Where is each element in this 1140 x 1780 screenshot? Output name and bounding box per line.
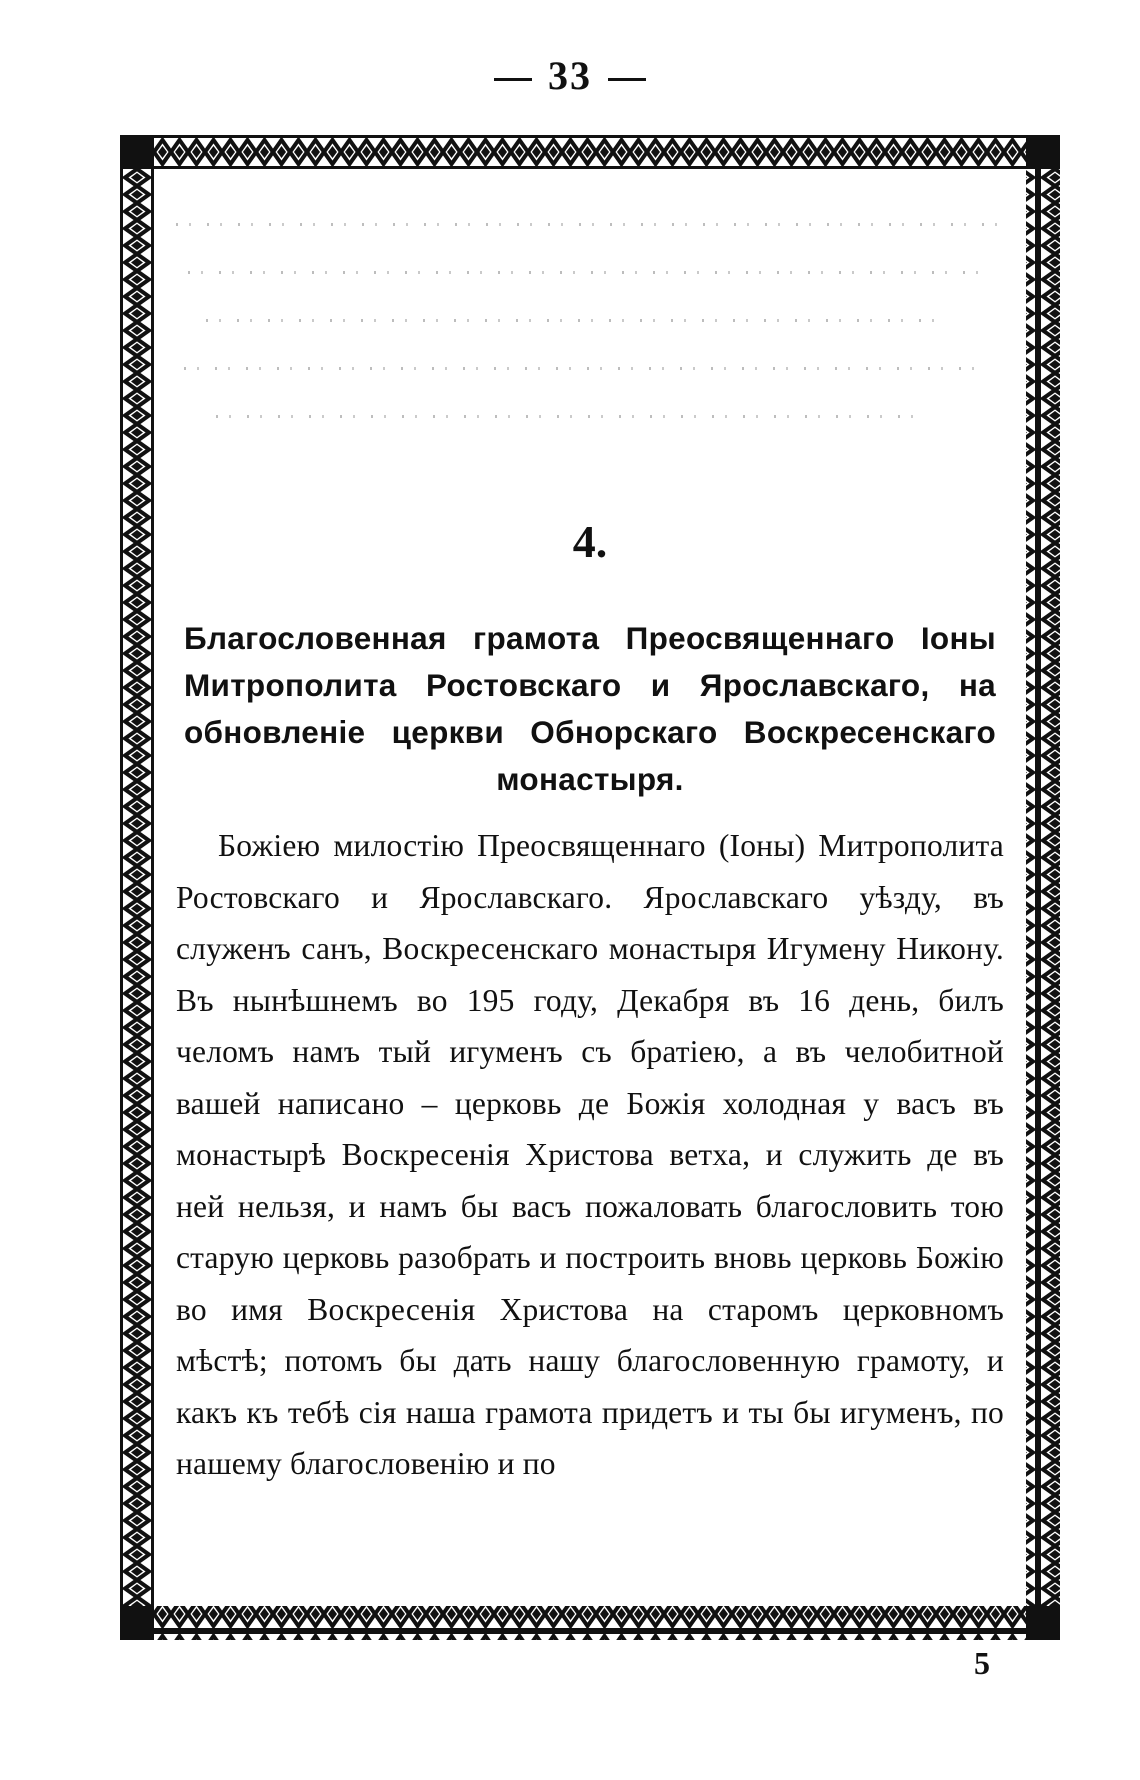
corner-bottom-right: [1026, 1606, 1060, 1640]
border-bottom: [120, 1606, 1060, 1640]
corner-top-right: [1026, 135, 1060, 169]
body-paragraph: Божіею милостію Преосвященнаго (Іоны) Митрополита Ростовскаго и Ярославскаго. Ярославскаго уѣзду, въ служенъ санъ, Воскресенскаго монастыря Игумену Никону. Въ нынѣшнемъ во 195 году, Декабря въ 16 день, билъ челомъ намъ тый игуменъ съ братіею, а въ челобитной вашей написано – церковь де Божія холодная у васъ въ монастырѣ Воскресенія Христова ветха, и служить де въ ней нельзя, и намъ бы васъ пожаловать благословить тою старую церковь разобрать и построить вновь церковь Божію во имя Воскресенія Христова на старомъ церковномъ мѣстѣ; потомъ бы дать нашу благословенную грамоту, и какъ къ тебѣ сія наша грамота придетъ и ты бы игуменъ, по нашему благословенію и по: [176, 828, 1004, 1481]
dash-right: [608, 78, 646, 81]
border-right: [1026, 135, 1060, 1640]
show-through-text: [176, 223, 1004, 453]
border-left: [120, 135, 154, 1640]
page-number: [0, 52, 1140, 99]
page-number-value: 33: [548, 53, 592, 98]
border-top: [120, 135, 1060, 169]
dash-left: [494, 78, 532, 81]
corner-top-left: [120, 135, 154, 169]
signature-mark: 5: [974, 1645, 990, 1681]
document-title: Благословенная грамота Преосвященнаго Іоны Митрополита Ростовскаго и Ярославскаго, на обновленіе церкви Обнорскаго Воскресенскаго монастыря.: [184, 620, 996, 797]
page-content: [176, 193, 1004, 1582]
corner-bottom-left: [120, 1606, 154, 1640]
section-number: 4.: [572, 516, 608, 567]
ornamental-frame: [120, 135, 1060, 1640]
